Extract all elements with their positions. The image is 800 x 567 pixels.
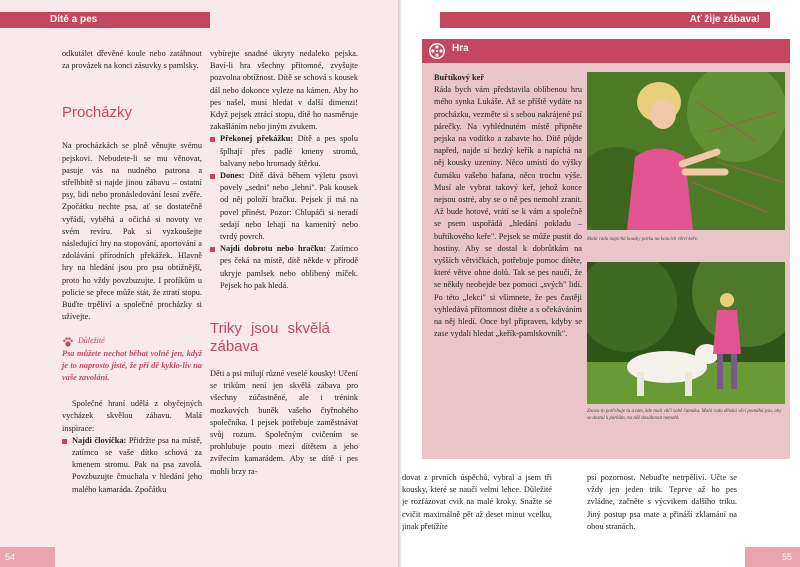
triky-paragraph: Děti a psi milují různé veselé kousky! Učení se trikům není jen skvělá zábava pro všechny zúčastněné, ale i trénink mozkových buněk vašeho čtyřnohého společníka. I pejsek potřebuje zaměstnávat svůj rozum. Společným cvičením se prohlubuje pouto mezi dítětem a jeho zvířecím kamarádem. Aby se dítě i pes mohli brzy ra- <box>210 369 358 476</box>
photo-caption-2: Znovu to potřebuje tu a tam, kde malí vůči sobě čumáku. Malá rada dětská věcí pomáhá psu, aby se dostal k párkům, na něž dosáhnout nemohl. <box>587 409 782 421</box>
spolecne-paragraph: Společné hraní udělá z obyčejných vycházek skvělou zábavu. Malá inspirace: <box>62 399 202 433</box>
running-header-left: Dítě a pes <box>0 12 210 28</box>
bullet-prekonej-prekazku <box>210 133 358 170</box>
right-column-a: dovat z prvních úspěchů, vybral a jsem tři kousky, které se naučí velmi lehce. Důležité je rozfázovat cvik na malé kroky. Snažte se cvičit maximálně pět až deset minut vcelku, jinak přetížíte <box>402 473 552 531</box>
bullet-2-title: Překonej překážku: <box>220 134 294 144</box>
girl-bush-illustration <box>587 72 785 230</box>
bullet-4-title: Najdi dobrotu nebo hračku: <box>220 244 327 254</box>
left-column-1 <box>62 48 202 496</box>
bullet-3-title: Dones: <box>220 171 245 181</box>
col2-intro: vybírejte snadné úkryty nedaleko pejska. Baví-li hra všechny přítomné, zvyšujte pozvolna obtížnost. Dítě se schová s kousek dál nebo dokonce vyleze na kámen. Aby ho pes našel, musí hledat v další dimenzi! Když pejsek ztrácí stopu, dítě ho nasměruje zakašláním nebo jiným zvukem. <box>210 49 358 132</box>
heading-prochazky: Procházky <box>62 104 133 122</box>
page-number-right: 55 <box>745 547 800 567</box>
photo-girl-bush <box>587 72 785 230</box>
bullet-1-text: Přidržte psa na místě, zatímco se vaše dítko schová za kmenem stromu. Pak na psa zavolá. Povzbuzujte čmuchala v hledání jeho malého kamaráda. Zpočátku <box>72 435 202 494</box>
intro-paragraph: odkutálet dřevěné koule nebo zatáhnout za provázek na konci zásuvky s pamlsky. <box>62 49 202 71</box>
running-header-right: Ať žije zábava! <box>440 12 770 28</box>
game-box-title: Hra <box>452 43 469 54</box>
bullet-dones <box>210 170 358 243</box>
photo-girl-dog <box>587 262 785 404</box>
bullet-2-text: Dítě a pes spolu šplhají přes padlé kmeny stromů, balvany nebo hromady štěrku. <box>220 134 358 168</box>
bullet-najdi-dobrotu <box>210 243 358 292</box>
bullet-najdi-clovicka <box>62 435 202 496</box>
photo-caption-1: Malá rada napíchá kousky párku na koncích větví keře. <box>587 237 699 242</box>
right-page <box>402 0 800 567</box>
bullet-list-1 <box>62 435 202 496</box>
bullet-4-text: Zatímco pes čeká na místě, dítě někde v přírodě ukryje pamlsek nebo oblíbený míček. Pejsek ho pak hledá. <box>220 244 358 290</box>
bullet-3-text: Dítě dává během výletu psovi povely „sedni" nebo „lehni". Pak kousek od něj položí hračku. Pejsek jí má na povel přinést. Pozor: Chlupáči si neradí sedají nebo lehají na kamenitý nebo tvrdý povrch. <box>220 171 358 242</box>
tip-box <box>62 335 202 384</box>
game-box-column <box>434 72 582 340</box>
game-text: Ráda bych vám představila oblíbenou hru mého synka Lukáše. Až se příště vydáte na procházku, vezměte si s sebou nakrájené psí párečky. Na vyhlédnutém místě připněte pejska na vodítko a zabavte ho. Dítě půjde napřed, najde si hezký keřík a napíchá na něj kousky uzeniny. Něco umístí do výšky čumáku vašeho hafana, něco trochu výše. Musí ale vybrat takový keř, jehož konce nejsou ostré, aby se o ně pes nemohl zranit. Až bude hotové, vrátí se k vám a společně se psem uspořádá „hledání pokladu – buřtíkového keře". Pejsek se může pustit do hostiny. Aby se dostal k dobrůtkám na vyšších větvičkách, potřebuje pomoc dítěte, které větve ohne dolů. Tak se pes naučí, že se někdy neobejde bez pomoci „svých" lidí. Po této „lekci" si všimnete, že pes častěji vyhledává přítomnost dítěte a s očekáváním na něj hledí. Once byl připraven, kdyby se zase vydali hledat „keřík-pamlskovník". <box>434 85 582 339</box>
tip-text: Psa můžete nechat běhat volně jen, když je to naprosto jisté, že při dě kyklo-liv na vaše zavolání. <box>62 348 202 383</box>
page-number-left: 54 <box>0 547 55 567</box>
right-column-b: psí pozornost. Nebuďte netrpěliví. Učte se vždy jen jeden trik. Teprve až ho pes zvládne, začněte s výcvikem dalšího triku. Jiný postup psa mate a přináší zklamání na obou stranách. <box>587 473 737 531</box>
film-reel-icon <box>428 42 446 60</box>
bullet-1-title: Najdi človíčka: <box>72 435 127 445</box>
game-subheading: Buřtíkový keř <box>434 73 485 82</box>
bullet-list-2 <box>210 133 358 292</box>
tip-label: Důležité <box>78 336 105 346</box>
paw-icon <box>62 336 74 348</box>
left-page <box>0 0 398 567</box>
tip-header <box>62 335 202 347</box>
girl-dog-illustration <box>587 262 785 404</box>
heading-triky: Triky jsou skvělá zábava <box>210 320 330 356</box>
game-box-header <box>422 39 790 63</box>
left-column-2 <box>210 48 358 478</box>
prochazky-paragraph: Na procházkách se plně věnujte svému pejskovi. Nebudete-li se mu věnovat, pasuje vás na nudného patrona a střelhbitě si najde jinou zábavu – ostatní psy, lidi nebo pronásledování lesní zvěře. Zpočátku nechte psa, ať se dostatečně vyřádí, vyběhá a očichá si novoty ve svém revíru. Pak si vyzkoušejte následující hry na stopování, aportování a zdolávání přírodních překážek. Hlavně hry na hledání jsou pro psa obtížnější, proto ho vždy povzbuzujte. I profíkům u policie se přece může stát, že ztratí stopu. Buďte trpěliví a společné procházky si užívejte. <box>62 141 202 322</box>
